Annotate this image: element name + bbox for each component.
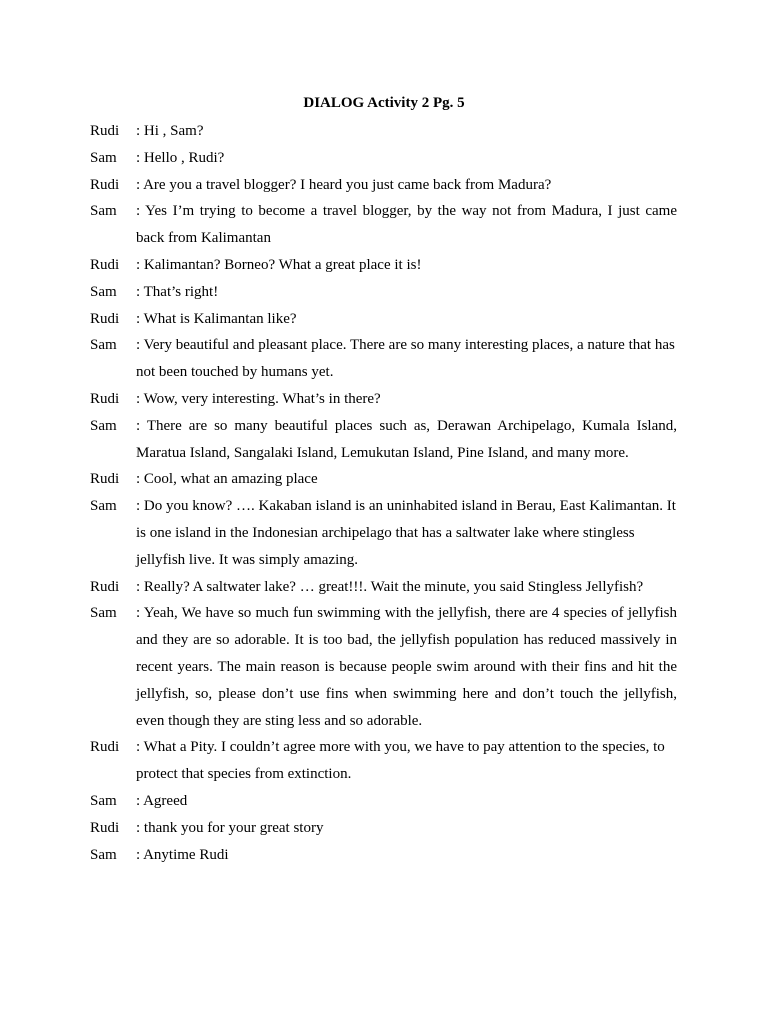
speaker-name: Rudi	[90, 176, 120, 193]
dialog-line	[90, 252, 677, 279]
dialog-line	[90, 788, 677, 815]
dialog-line	[90, 198, 677, 252]
speaker-name: Sam	[90, 792, 117, 809]
speaker-name: Sam	[90, 149, 117, 166]
dialog-line	[90, 600, 677, 734]
dialog-text: : Hi , Sam?	[136, 123, 204, 139]
speaker-name: Rudi	[90, 310, 120, 327]
speaker-name: Sam	[90, 846, 117, 863]
dialog-line	[90, 386, 677, 413]
dialog-text: : What is Kalimantan like?	[136, 310, 297, 327]
speaker-name: Rudi	[90, 578, 120, 595]
dialog-text: : Kalimantan? Borneo? What a great place it is!	[136, 256, 422, 273]
dialog-line	[90, 466, 677, 493]
speaker-name: Rudi	[90, 471, 120, 488]
dialog-text: : Agreed	[136, 792, 188, 809]
dialog-text: : Hello , Rudi?	[136, 149, 225, 166]
dialog-text: : thank you for your great story	[136, 819, 324, 836]
dialog-line	[90, 118, 677, 145]
speaker-name: Sam	[90, 203, 117, 220]
dialog-line	[90, 734, 677, 788]
speaker-name: Rudi	[90, 739, 120, 756]
speaker-name: Sam	[90, 337, 117, 354]
dialog-text: : Cool, what an amazing place	[136, 471, 318, 488]
speaker-name: Sam	[90, 283, 117, 300]
dialog-line	[90, 413, 677, 467]
speaker-name: Rudi	[90, 123, 120, 139]
dialog-text: : Yeah, We have so much fun swimming with the jellyfish, there are 4 species of jellyfish and they are so adorable. It is too bad, the jellyfish population has reduced massively in recent years. The main reason is because people swim around with their fins and hit the jellyfish, so, please don’t use fins when swimming here and don’t touch the jellyfish, even though they are sting less and so adorable.	[136, 605, 677, 729]
dialog-line	[90, 332, 677, 386]
document-title: DIALOG Activity 2 Pg. 5	[303, 95, 465, 111]
dialog-list	[90, 118, 677, 868]
dialog-text: : Really? A saltwater lake? … great!!!. Wait the minute, you said Stingless Jellyfish?	[136, 578, 644, 595]
dialog-text: : Anytime Rudi	[136, 846, 229, 863]
dialog-line	[90, 574, 677, 601]
speaker-name: Rudi	[90, 819, 120, 836]
speaker-name: Sam	[90, 605, 117, 622]
dialog-text: : Are you a travel blogger? I heard you just came back from Madura?	[136, 176, 552, 193]
speaker-name: Rudi	[90, 390, 120, 407]
speaker-name: Rudi	[90, 256, 120, 273]
dialog-line	[90, 172, 677, 199]
dialog-line	[90, 493, 677, 573]
dialog-text: : What a Pity. I couldn’t agree more with you, we have to pay attention to the species, to protect that species from extinction.	[136, 739, 665, 783]
dialog-line	[90, 842, 677, 869]
speaker-name: Sam	[90, 498, 117, 515]
dialog-line	[90, 145, 677, 172]
speaker-name: Sam	[90, 417, 117, 434]
dialog-line	[90, 279, 677, 306]
dialog-text: : Wow, very interesting. What’s in there?	[136, 390, 381, 407]
dialog-text: : There are so many beautiful places such as, Derawan Archipelago, Kumala Island, Maratua Island, Sangalaki Island, Lemukutan Island, Pine Island, and many more.	[136, 417, 677, 461]
dialog-line	[90, 815, 677, 842]
dialog-text: : Very beautiful and pleasant place. There are so many interesting places, a nature that has not been touched by humans yet.	[136, 337, 675, 381]
dialog-text: : Yes I’m trying to become a travel blogger, by the way not from Madura, I just came back from Kalimantan	[136, 203, 677, 247]
dialog-text: : That’s right!	[136, 283, 219, 300]
dialog-text: : Do you know? …. Kakaban island is an uninhabited island in Berau, East Kalimantan. It is one island in the Indonesian archipelago that has a saltwater lake where stingless jellyfish live. It was simply amazing.	[136, 498, 676, 568]
dialog-line	[90, 306, 677, 333]
